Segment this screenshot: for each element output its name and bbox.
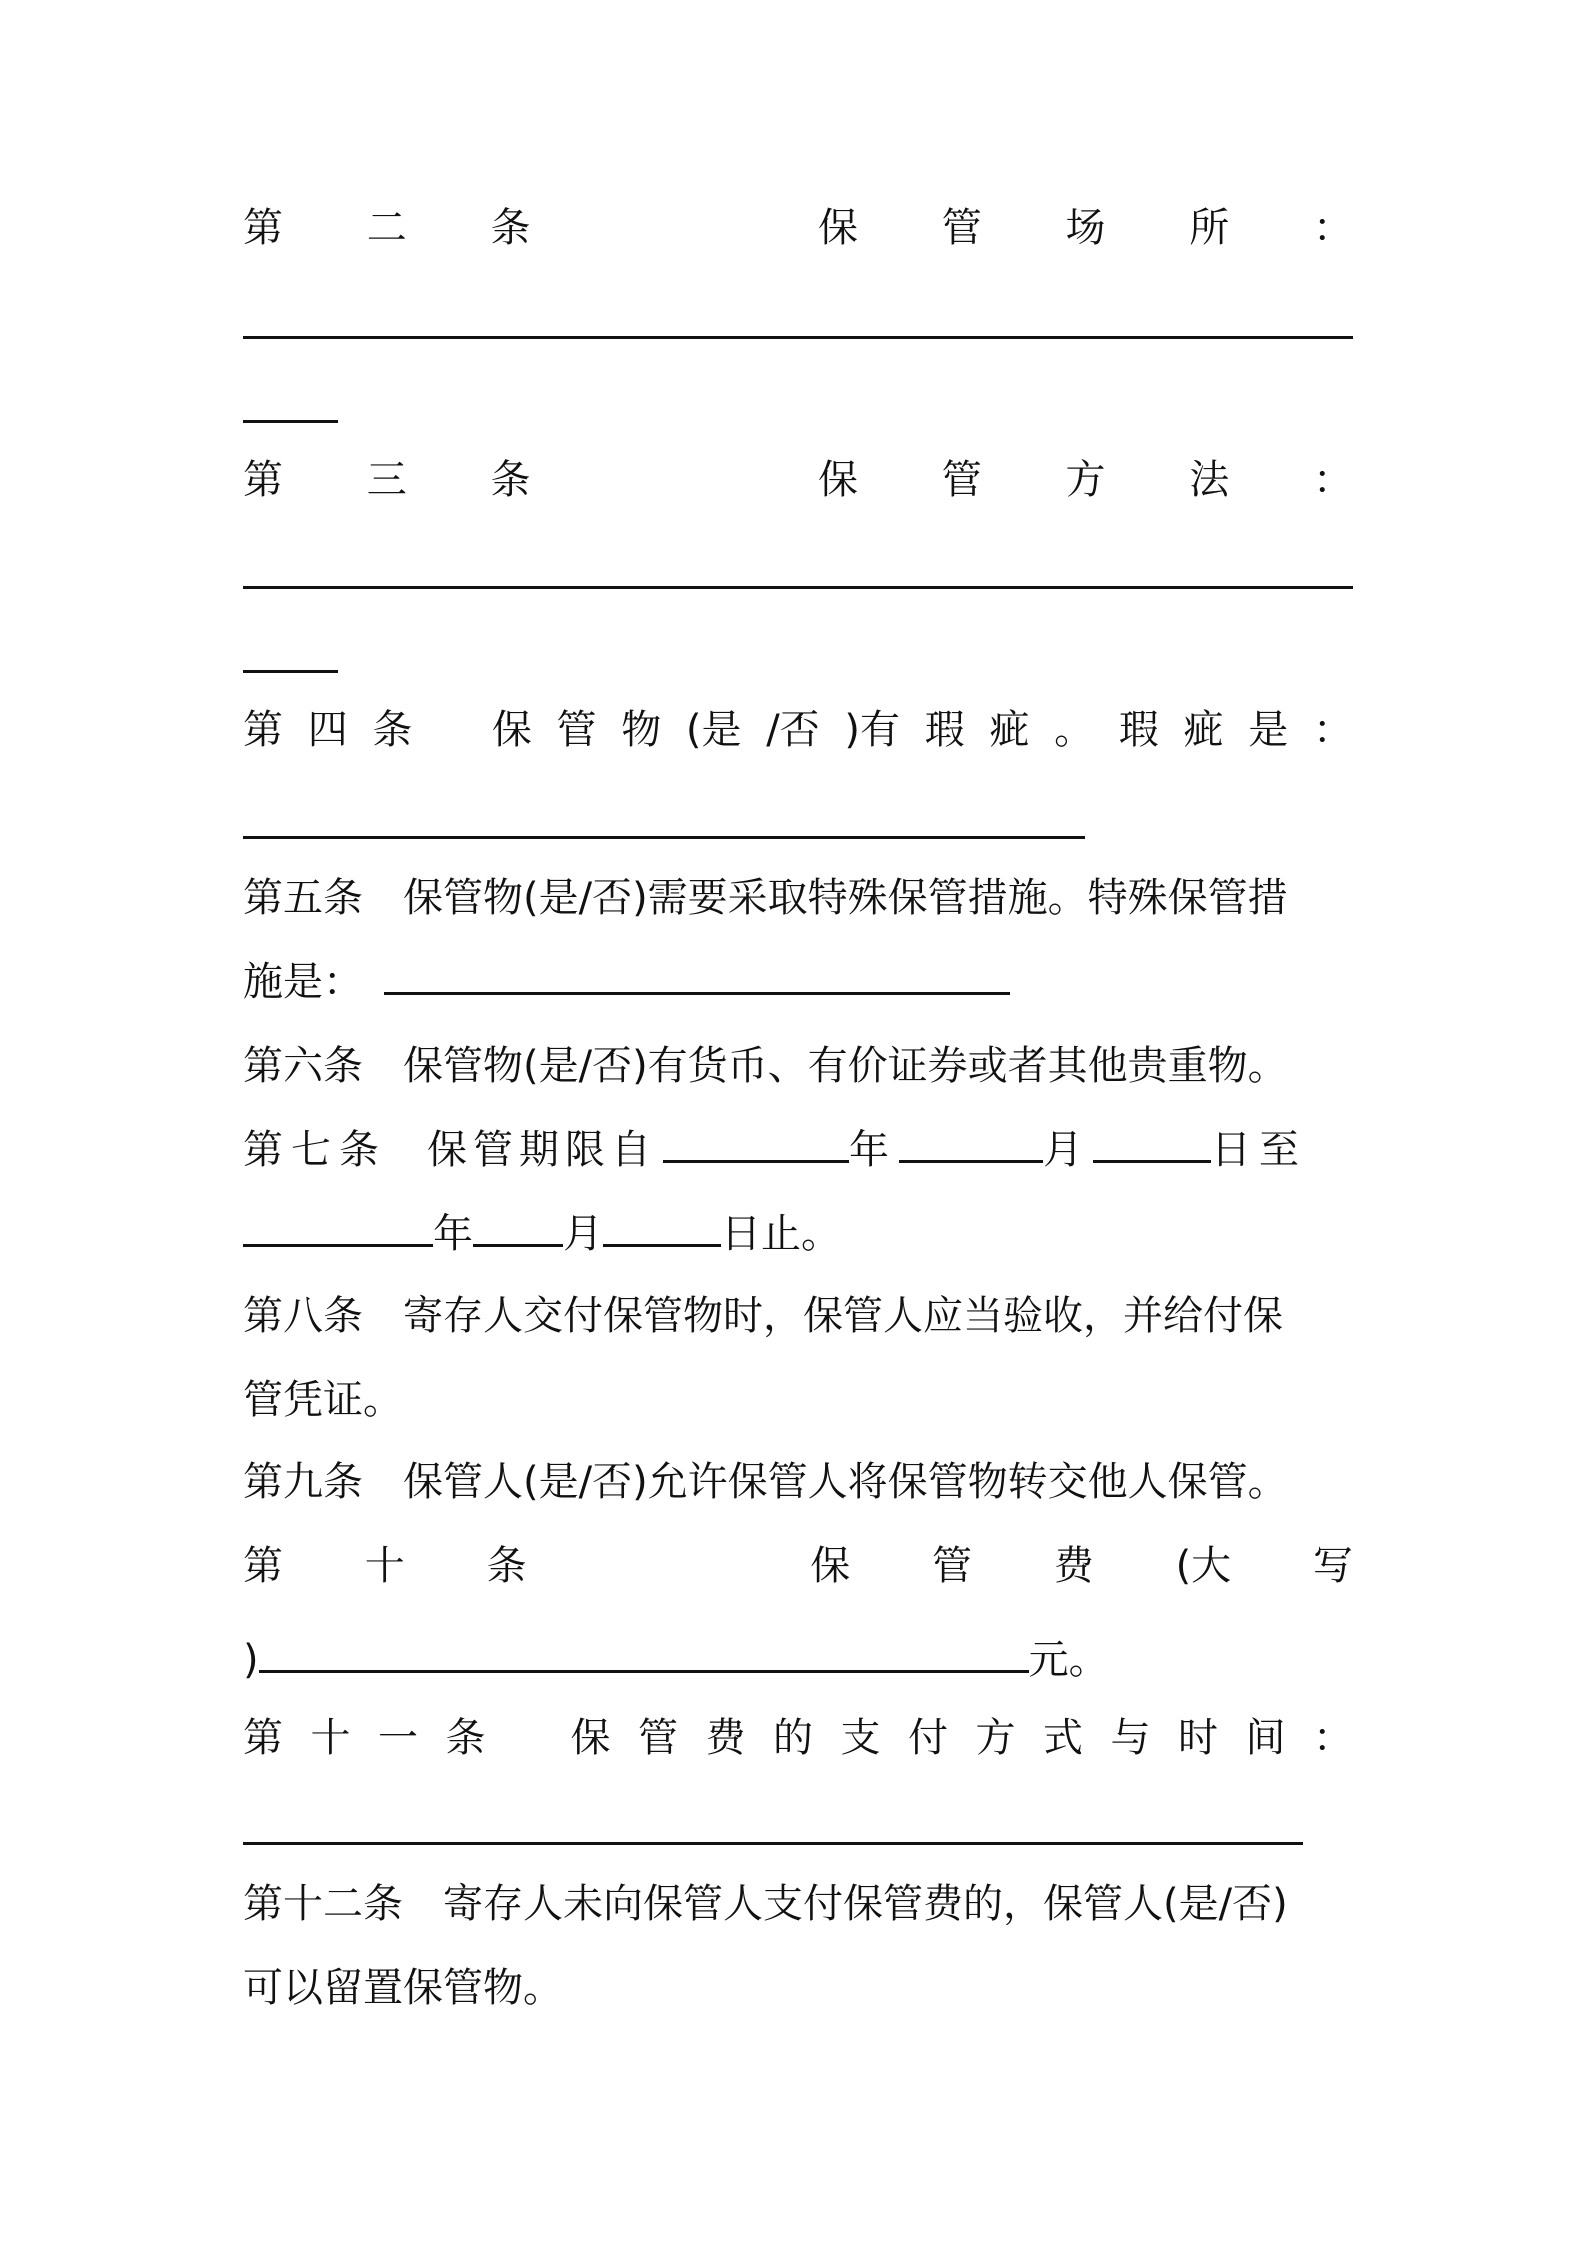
- article-11-char: 付: [908, 1715, 948, 1761]
- end-year-blank[interactable]: [243, 1201, 433, 1247]
- article-2-char: 场: [1065, 205, 1106, 251]
- article-11-char: 一: [378, 1715, 418, 1761]
- article-4-char: 瑕: [924, 707, 965, 753]
- article-11-char: 费: [705, 1715, 746, 1761]
- article-7-line-1: [243, 1114, 1353, 1186]
- end-month-blank[interactable]: [473, 1201, 563, 1247]
- article-4-char: 是: [1248, 707, 1289, 753]
- article-11-char: 式: [1043, 1715, 1083, 1761]
- article-2-char: 保: [818, 205, 858, 251]
- article-4-heading: [243, 694, 1353, 766]
- article-4-char: 四: [307, 707, 348, 753]
- article-10-char: 管: [931, 1543, 972, 1589]
- article-11-char: ：: [1313, 1715, 1353, 1761]
- article-3-char: 法: [1189, 457, 1230, 503]
- article-11-char: 与: [1110, 1715, 1151, 1761]
- article-4-char: 疵: [989, 707, 1030, 753]
- article-11-char: 条: [445, 1715, 486, 1761]
- article-10-char: 写: [1312, 1543, 1353, 1589]
- article-7-lead: 保管期限自: [427, 1127, 657, 1173]
- article-4-char: (是: [685, 707, 742, 753]
- article-10-char: 十: [364, 1543, 405, 1589]
- start-month-blank[interactable]: [899, 1117, 1043, 1163]
- article-10-char: (大: [1175, 1543, 1232, 1589]
- article-2-blank-line-1[interactable]: [243, 336, 1353, 339]
- article-2-heading: [243, 192, 1353, 264]
- article-7-label: 第七条: [243, 1127, 387, 1173]
- article-12-line-2: 可以留置保管物。: [243, 1965, 563, 2011]
- article-3-char: 条: [490, 457, 531, 503]
- article-12-line-1: 第十二条 寄存人未向保管人支付保管费的，保管人(是/否): [243, 1881, 1288, 1927]
- article-3-blank-line-2[interactable]: [243, 670, 338, 673]
- article-10-line-2: [243, 1624, 1353, 1696]
- article-3-char: ：: [1313, 457, 1353, 503]
- article-2-char: 管: [941, 205, 982, 251]
- article-6-line: 第六条 保管物(是/否)有货币、有价证券或者其他贵重物。: [243, 1043, 1288, 1089]
- article-10-char: 条: [486, 1543, 527, 1589]
- article-11-char: 十: [310, 1715, 351, 1761]
- article-4-blank-line[interactable]: [243, 836, 1085, 839]
- article-8-line-1: 第八条 寄存人交付保管物时，保管人应当验收，并给付保: [243, 1293, 1283, 1339]
- article-2-char: 第: [243, 205, 283, 251]
- article-5-line-2: [243, 946, 1353, 1018]
- start-year-blank[interactable]: [663, 1117, 849, 1163]
- article-4-char: 。: [1054, 707, 1095, 753]
- article-3-char: 管: [941, 457, 982, 503]
- article-11-char: 时: [1178, 1715, 1218, 1761]
- article-11-char: 第: [243, 1715, 283, 1761]
- article-2-char: 条: [490, 205, 531, 251]
- article-4-char: 瑕: [1118, 707, 1159, 753]
- article-3-heading: [243, 444, 1353, 516]
- article-3-char: 方: [1065, 457, 1106, 503]
- article-4-char: ：: [1312, 707, 1353, 753]
- article-9-line: 第九条 保管人(是/否)允许保管人将保管物转交他人保管。: [243, 1459, 1288, 1505]
- article-3-char: 保: [818, 457, 858, 503]
- article-10-char: 第: [243, 1543, 283, 1589]
- article-11-heading: [243, 1702, 1353, 1774]
- year2-label: 年: [433, 1211, 473, 1257]
- article-2-char: 所: [1189, 205, 1230, 251]
- article-10-char: 保: [810, 1543, 851, 1589]
- article-8-line-2: 管凭证。: [243, 1377, 403, 1423]
- article-5-prefix: 施是：: [243, 959, 363, 1005]
- article-4-char: 管: [556, 707, 597, 753]
- month-label: 月: [1043, 1127, 1083, 1173]
- article-4-char: 疵: [1183, 707, 1224, 753]
- article-3-char: 第: [243, 457, 283, 503]
- article-11-char: 支: [840, 1715, 881, 1761]
- article-5-blank[interactable]: [384, 949, 1010, 995]
- year-label: 年: [849, 1127, 889, 1173]
- article-11-char: 间: [1245, 1715, 1286, 1761]
- article-5-line-1: 第五条 保管物(是/否)需要采取特殊保管措施。特殊保管措: [243, 875, 1288, 921]
- article-11-char: 的: [773, 1715, 813, 1761]
- article-4-char: )有: [844, 707, 901, 753]
- article-3-char: 三: [366, 457, 407, 503]
- article-4-char: 保: [491, 707, 532, 753]
- fee-unit: 元。: [1028, 1637, 1109, 1683]
- article-4-char: 物: [621, 707, 662, 753]
- article-11-blank-line[interactable]: [243, 1842, 1303, 1845]
- article-10-char: 费: [1053, 1543, 1094, 1589]
- end-day-blank[interactable]: [603, 1201, 721, 1247]
- article-3-blank-line-1[interactable]: [243, 586, 1353, 589]
- article-11-char: 管: [638, 1715, 678, 1761]
- article-11-char: 方: [975, 1715, 1016, 1761]
- article-4-char: /否: [766, 707, 820, 753]
- article-2-char: ：: [1313, 205, 1353, 251]
- paren-close: ): [243, 1637, 259, 1683]
- article-2-char: 二: [366, 205, 407, 251]
- article-11-char: 保: [570, 1715, 611, 1761]
- article-2-blank-line-2[interactable]: [243, 420, 338, 423]
- end-label: 日止。: [721, 1211, 841, 1257]
- article-10-heading: [243, 1530, 1353, 1602]
- article-4-char: 条: [372, 707, 413, 753]
- article-7-line-2: [243, 1198, 1353, 1270]
- start-day-blank[interactable]: [1093, 1117, 1211, 1163]
- article-4-char: 第: [243, 707, 283, 753]
- month2-label: 月: [563, 1211, 603, 1257]
- day-to-label: 日至: [1211, 1127, 1307, 1173]
- fee-amount-blank[interactable]: [259, 1627, 1029, 1673]
